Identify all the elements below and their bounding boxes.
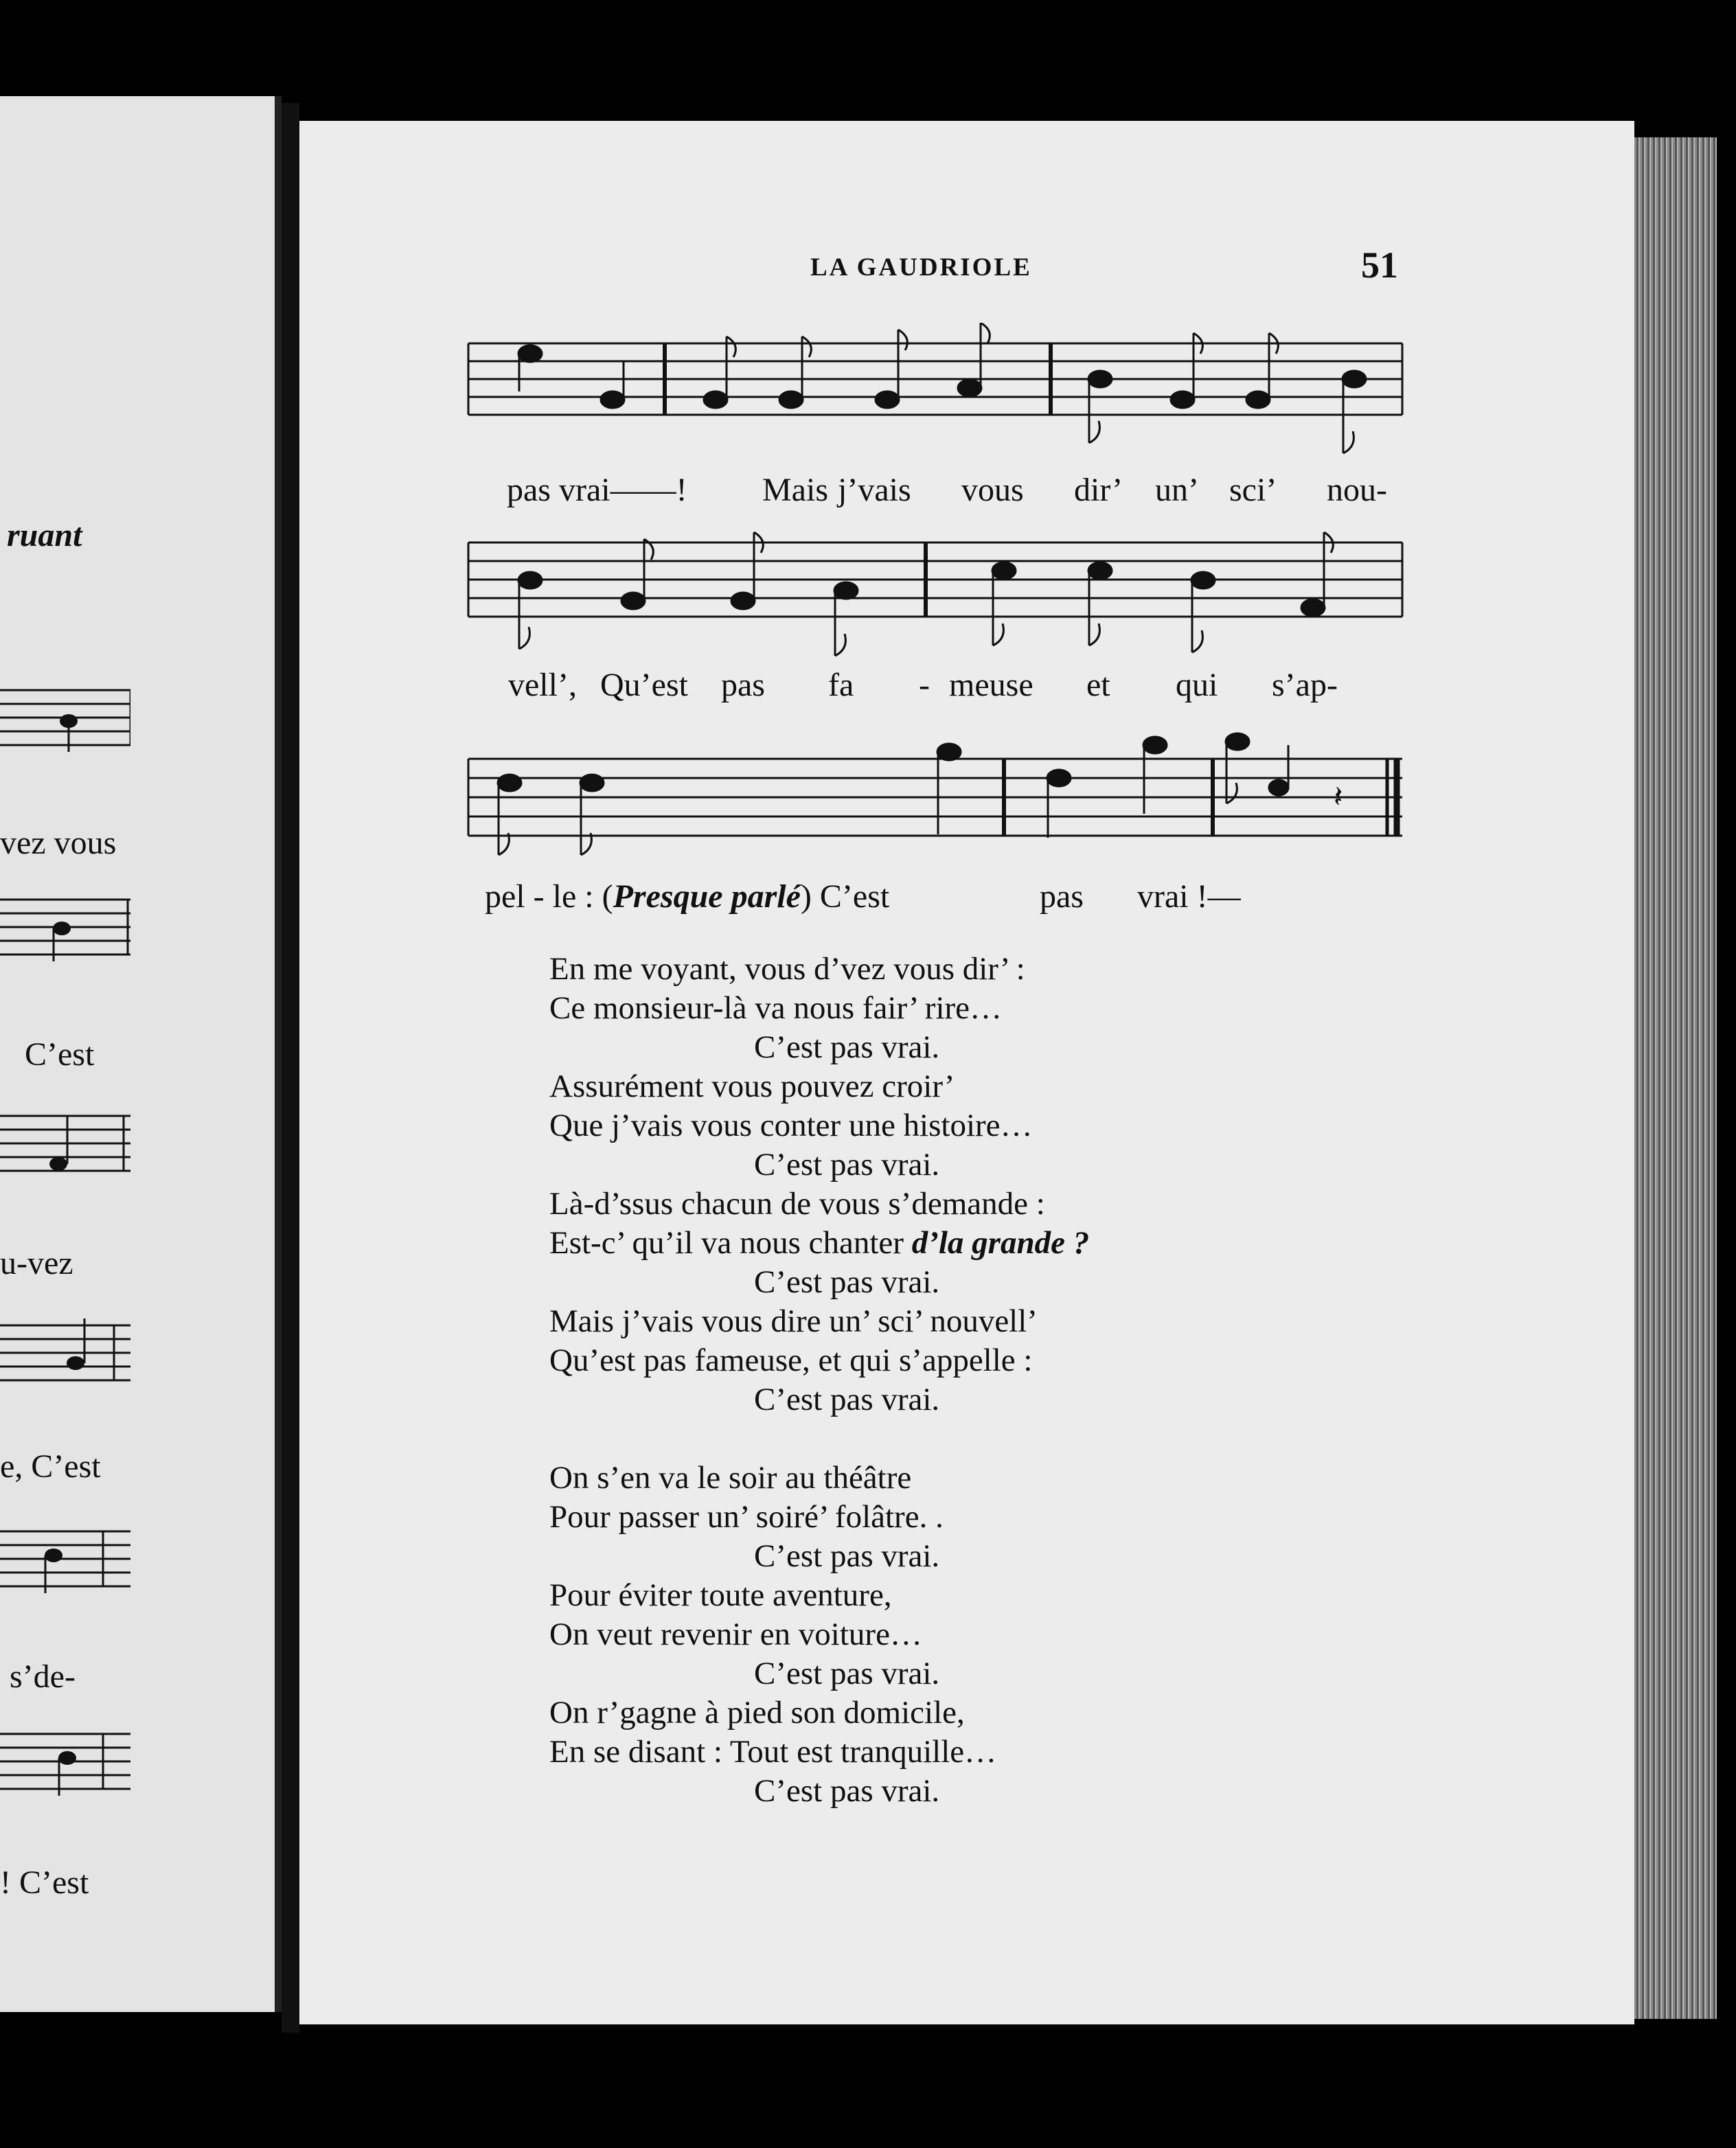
- lyric-2-4: fa: [828, 667, 854, 703]
- refrain-line: C’est pas vrai.: [754, 1147, 940, 1182]
- refrain-line: C’est pas vrai.: [754, 1538, 940, 1574]
- lyric-1-7: sci’: [1229, 472, 1277, 508]
- left-lyric-3: u-vez: [0, 1245, 73, 1281]
- book-gutter: [282, 103, 299, 2033]
- lyric-3-1: pel - le : (Presque parlé) C’est: [485, 878, 890, 915]
- verse-line: Est-c’ qu’il va nous chanter d’la grande ?: [549, 1225, 1090, 1261]
- page-edges: [1634, 137, 1717, 2019]
- refrain-line: C’est pas vrai.: [754, 1264, 940, 1300]
- lyric-2-1: vell’,: [508, 667, 577, 703]
- verse-line: On r’gagne à pied son domicile,: [549, 1695, 965, 1730]
- verse-line: Assurément vous pouvez croir’: [549, 1069, 955, 1104]
- left-lyric-5: s’de-: [10, 1658, 76, 1695]
- verse-line: Que j’vais vous conter une histoire…: [549, 1108, 1033, 1143]
- lyric-2-6: meuse: [949, 667, 1033, 703]
- stanza-gap: [549, 1419, 1089, 1459]
- running-title: LA GAUDRIOLE: [810, 253, 1032, 282]
- left-staff-2: [0, 893, 130, 961]
- verse-line: En me voyant, vous d’vez vous dir’ :: [549, 951, 1025, 987]
- verse-line: On veut revenir en voiture…: [549, 1616, 922, 1652]
- italic-phrase: d’la grande ?: [911, 1225, 1090, 1261]
- lyric-1-5: dir’: [1074, 472, 1123, 508]
- svg-text:𝄽: 𝄽: [1334, 780, 1343, 814]
- lyric-1-3: j’vais: [838, 472, 911, 508]
- verse-line: Pour éviter toute aventure,: [549, 1577, 892, 1613]
- left-lyric-1: vez vous: [0, 825, 117, 861]
- left-staff-6: [0, 1727, 130, 1796]
- lyric-1-8: nou-: [1327, 472, 1387, 508]
- left-lyric-2: C’est: [25, 1036, 95, 1073]
- left-staff-5: [0, 1524, 130, 1593]
- lyric-2-2: Qu’est: [600, 667, 688, 703]
- verse-line: On s’en va le soir au théâtre: [549, 1460, 912, 1496]
- music-staff-2: [461, 518, 1409, 663]
- left-staff-1: [0, 683, 130, 752]
- refrain-line: C’est pas vrai.: [754, 1773, 940, 1809]
- verse-line: Qu’est pas fameuse, et qui s’appelle :: [549, 1342, 1033, 1378]
- verse-line: En se disant : Tout est tranquille…: [549, 1734, 997, 1770]
- poem-text: [549, 950, 1089, 1811]
- lyric-3-2: pas: [1040, 878, 1084, 915]
- verse-line: Ce monsieur-là va nous fair’ rire…: [549, 990, 1003, 1026]
- lyric-1-4: vous: [961, 472, 1024, 508]
- lyric-2-8: qui: [1176, 667, 1218, 703]
- refrain-line: C’est pas vrai.: [754, 1029, 940, 1065]
- refrain-line: C’est pas vrai.: [754, 1656, 940, 1691]
- music-staff-1: [461, 323, 1409, 460]
- left-staff-3: [0, 1109, 130, 1178]
- refrain-line: C’est pas vrai.: [754, 1382, 940, 1417]
- music-staff-3: [461, 731, 1409, 876]
- lyric-2-9: s’ap-: [1272, 667, 1338, 703]
- lyric-3-italic: Presque parlé: [613, 878, 801, 915]
- verse-line: Mais j’vais vous dire un’ sci’ nouvell’: [549, 1303, 1038, 1339]
- left-staff-4: [0, 1318, 130, 1387]
- lyric-3-3: vrai !—: [1137, 878, 1241, 915]
- lyric-2-7: et: [1086, 667, 1110, 703]
- lyric-2-3: pas: [721, 667, 765, 703]
- page-number: 51: [1361, 244, 1398, 286]
- left-fragment-title: ruant: [7, 517, 82, 553]
- verse-line: Là-d’ssus chacun de vous s’demande :: [549, 1186, 1045, 1222]
- left-lyric-4: e, C’est: [0, 1448, 101, 1485]
- lyric-2-5: -: [919, 667, 930, 703]
- left-lyric-6: ! C’est: [0, 1864, 89, 1901]
- lyric-1-1: pas vrai——!: [507, 472, 687, 508]
- lyric-1-6: un’: [1155, 472, 1199, 508]
- verse-line: Pour passer un’ soiré’ folâtre. .: [549, 1499, 944, 1535]
- lyric-1-2: Mais: [762, 472, 828, 508]
